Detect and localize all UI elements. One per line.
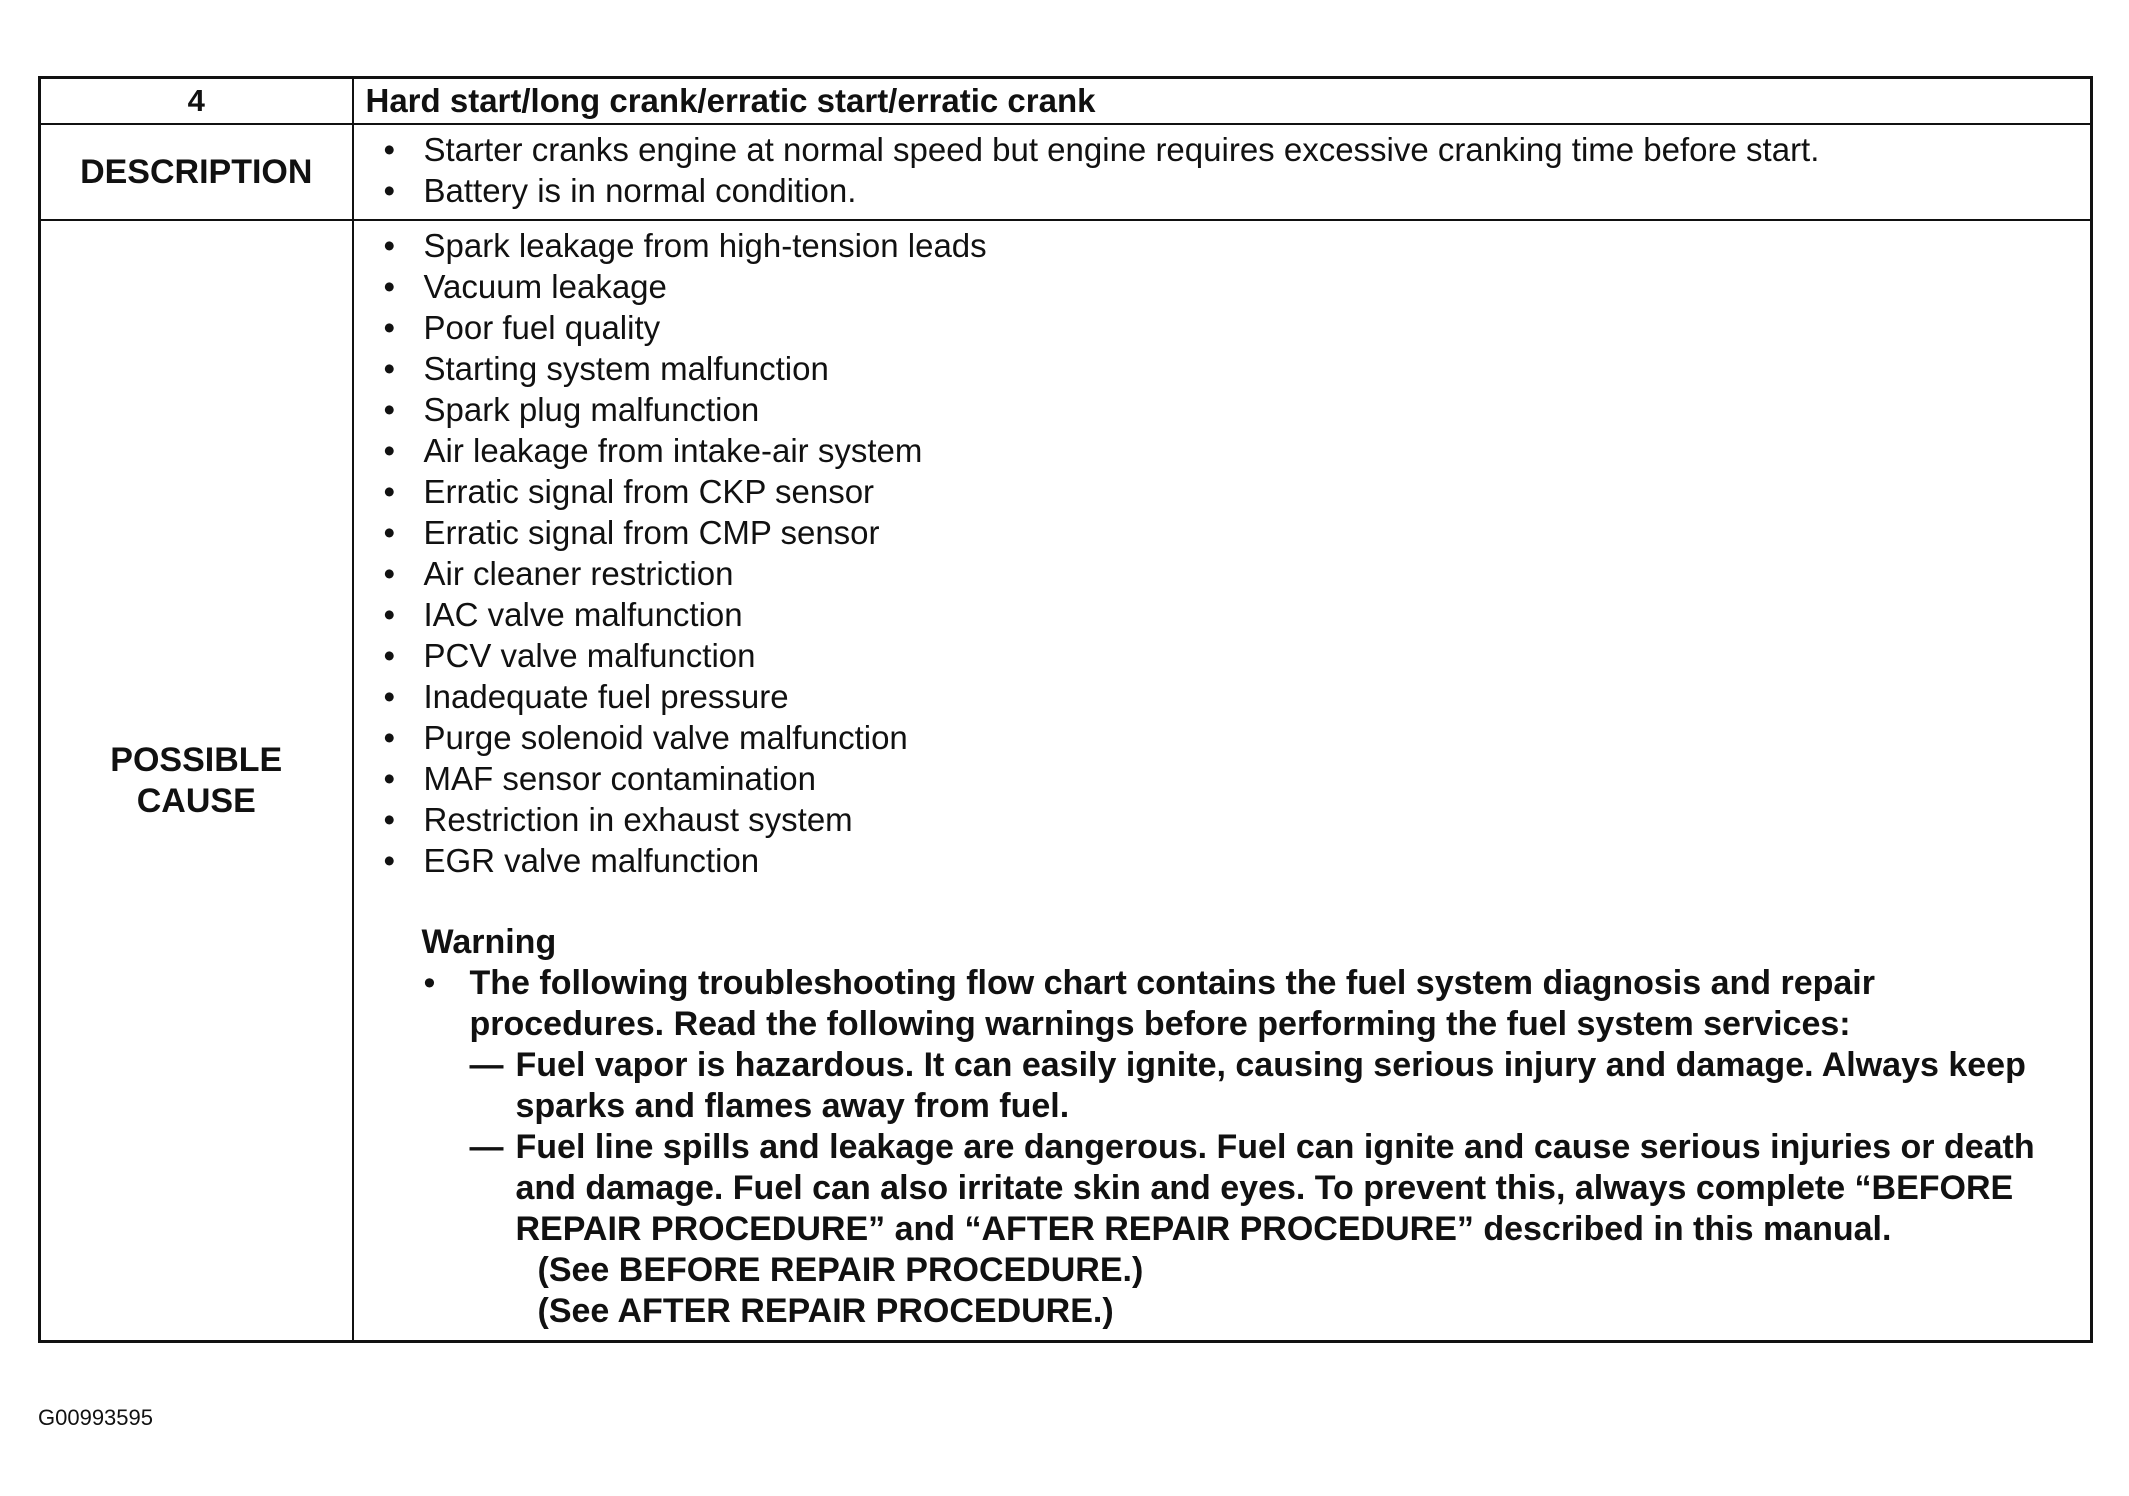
- cause-list: [374, 225, 2071, 881]
- list-item: • Starting system malfunction: [374, 348, 2071, 389]
- description-label: DESCRIPTION: [40, 124, 353, 220]
- warning-dash-list: [470, 1045, 2071, 1332]
- list-item: • Air leakage from intake-air system: [374, 430, 2071, 471]
- list-item: • Purge solenoid valve malfunction: [374, 717, 2071, 758]
- list-item: • Spark leakage from high-tension leads: [374, 225, 2071, 266]
- warning-dash-item: — Fuel vapor is hazardous. It can easily ignite, causing serious injury and damage. Always keep sparks and flames away from fuel.: [470, 1045, 2071, 1127]
- list-item: • IAC valve malfunction: [374, 594, 2071, 635]
- list-item: • Poor fuel quality: [374, 307, 2071, 348]
- header-row: [40, 78, 2092, 125]
- symptom-number: 4: [40, 78, 353, 125]
- possible-cause-row: [40, 220, 2092, 1342]
- warning-dash-text: Fuel line spills and leakage are dangerous. Fuel can ignite and cause serious injuries or death and damage. Fuel can also irritate skin and eyes. To prevent this, always complete “BEFORE REPAIR PROCEDURE” and “AFTER REPAIR PROCEDURE” described in this manual.: [515, 1128, 2035, 1248]
- warning-intro: The following troubleshooting flow chart contains the fuel system diagnosis and repair procedures. Read the following warnings before performing the fuel system services:: [469, 964, 1875, 1043]
- warning-item: [422, 963, 2071, 1332]
- warning-block: [374, 922, 2071, 1332]
- see-before-repair-link: (See BEFORE REPAIR PROCEDURE.): [537, 1251, 1144, 1289]
- list-item: • Restriction in exhaust system: [374, 799, 2071, 840]
- troubleshooting-table: [38, 76, 2093, 1343]
- description-row: [40, 124, 2092, 220]
- description-content: [353, 124, 2092, 220]
- see-after-repair-link: (See AFTER REPAIR PROCEDURE.): [537, 1292, 1114, 1330]
- list-item: • Air cleaner restriction: [374, 553, 2071, 594]
- list-item: • Starter cranks engine at normal speed but engine requires excessive cranking time before start.: [374, 129, 2071, 170]
- possible-cause-content: [353, 220, 2092, 1342]
- list-item: • Vacuum leakage: [374, 266, 2071, 307]
- list-item: • Battery is in normal condition.: [374, 170, 2071, 211]
- list-item: • PCV valve malfunction: [374, 635, 2071, 676]
- list-item: • EGR valve malfunction: [374, 840, 2071, 881]
- list-item: • Erratic signal from CKP sensor: [374, 471, 2071, 512]
- possible-cause-label-line1: POSSIBLE: [110, 740, 283, 779]
- list-item: • MAF sensor contamination: [374, 758, 2071, 799]
- list-item: • Inadequate fuel pressure: [374, 676, 2071, 717]
- warning-heading: Warning: [421, 923, 557, 961]
- possible-cause-label: [40, 220, 353, 1342]
- possible-cause-label-line2: CAUSE: [136, 781, 256, 820]
- list-item: • Spark plug malfunction: [374, 389, 2071, 430]
- figure-id: G00993595: [38, 1405, 153, 1430]
- warning-list: [422, 963, 2071, 1332]
- symptom-title: Hard start/long crank/erratic start/erratic crank: [353, 78, 2092, 125]
- description-list: [374, 129, 2071, 211]
- list-item: • Erratic signal from CMP sensor: [374, 512, 2071, 553]
- warning-dash-item: [470, 1127, 2071, 1332]
